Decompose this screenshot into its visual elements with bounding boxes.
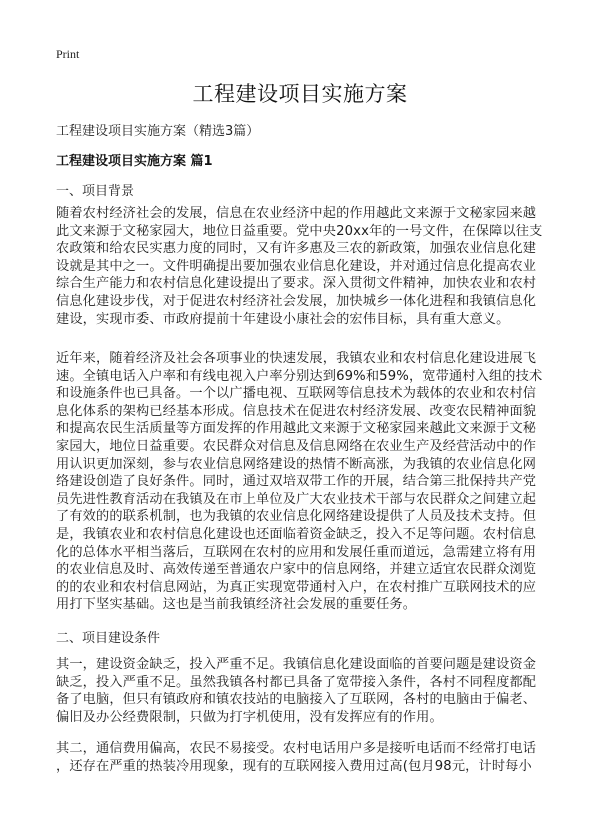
text-line: 其一，建设资金缺乏，投入严重不足。我镇信息化建设面临的首要问题是建设资金: [56, 657, 537, 672]
document-subtitle: 工程建设项目实施方案（精选3篇）: [56, 124, 260, 139]
text-line: 员先进性教育活动在我镇及在市上单位及广大农业技术干部与农民群众之间建立起: [56, 491, 537, 507]
text-line: 和设施条件也已具备。一个以广播电视、互联网等信息技术为载体的农业和农村信: [56, 386, 537, 402]
text-line: 综合生产能力和农村信息化建设提出了要求。深入贯彻文件精神，加快农业和农村: [56, 276, 537, 292]
text-line: 速。全镇电话入户率和有线电视入户率分别达到69%和59%，宽带通村入组的技术: [56, 368, 543, 384]
text-line: 用认识更加深刻，参与农业信息网络建设的热情不断高涨，为我镇的农业信息化网: [56, 456, 537, 472]
text-line: 家园大，地位日益重要。农民群众对信息及信息网络在农业生产及经营活动中的作: [56, 438, 537, 454]
paragraph: [56, 350, 556, 614]
text-line: 和提高农民生活质量等方面发挥的作用越此文来源于文秘家园来越此文来源于文秘: [56, 421, 537, 437]
paragraph: [56, 656, 556, 726]
section-heading: 工程建设项目实施方案 篇1: [56, 154, 213, 169]
text-line: 此文来源于文秘家园大，地位日益重要。党中央20xx年的一号文件，在保障以往支: [56, 223, 543, 239]
paragraph: [56, 740, 556, 775]
text-line: 建设，实现市委、市政府提前十年建设小康社会的宏伟目标，具有重大意义。: [56, 311, 510, 327]
text-line: 偏旧及办公经费限制，只做为打字机使用，没有发挥应有的作用。: [56, 709, 443, 725]
text-line: 用打下坚实基础。这也是当前我镇经济社会发展的重要任务。: [56, 597, 417, 613]
sub-heading-conditions: 二、项目建设条件: [56, 631, 161, 646]
text-line: ，还存在严重的热装冷用现象，现有的互联网接入费用过高(包月98元，计时每小: [56, 758, 532, 774]
text-line: 备了电脑，但只有镇政府和镇农技站的电脑接入了互联网，各村的电脑由于偏老、: [56, 692, 537, 708]
text-line: 化的总体水平相当落后，互联网在农村的应用和发展任重而道远，急需建立将有用: [56, 544, 537, 560]
text-line: 的农业信息及时、高效传递至普通农户家中的信息网络，并建立适宜农民群众浏览: [56, 562, 537, 578]
text-line: 的的农业和农村信息网站，为真正实现宽带通村入户，在农村推广互联网技术的应: [56, 579, 537, 595]
text-line: 近年来，随着经济及社会各项事业的快速发展，我镇农业和农村信息化建设进展飞: [56, 351, 537, 366]
text-line: 息化体系的架构已经基本形成。信息技术在促进农村经济发展、改变农民精神面貌: [56, 403, 537, 419]
text-line: 了有效的的联系机制，也为我镇的农业信息化网络建设提供了人员及技术支持。但: [56, 509, 537, 525]
page-title: 工程建设项目实施方案: [192, 82, 408, 106]
text-line: 络建设创造了良好条件。同时，通过双培双带工作的开展，结合第三批保持共产党: [56, 474, 537, 490]
text-line: 缺乏，投入严重不足。虽然我镇各村都已具备了宽带接入条件，各村不同程度都配: [56, 674, 537, 690]
text-line: 是，我镇农业和农村信息化建设也还面临着资金缺乏，投入不足等问题。农村信息: [56, 526, 537, 542]
sub-heading-background: 一、项目背景: [56, 184, 135, 199]
paragraph: [56, 205, 556, 328]
text-line: 信息化建设步伐，对于促进农村经济社会发展，加快城乡一体化进程和我镇信息化: [56, 293, 537, 309]
text-line: 其二，通信费用偏高，农民不易接受。农村电话用户多是接听电话而不经常打电话: [56, 741, 537, 756]
text-line: 随着农村经济社会的发展，信息在农业经济中起的作用越此文来源于文秘家园来越: [56, 206, 537, 221]
print-link[interactable]: Print: [56, 47, 80, 61]
text-line: 农政策和给农民实惠力度的同时，又有许多惠及三农的新政策，加强农业信息化建: [56, 241, 537, 257]
text-line: 设就是其中之一。文件明确提出要加强农业信息化建设，并对通过信息化提高农业: [56, 258, 537, 274]
